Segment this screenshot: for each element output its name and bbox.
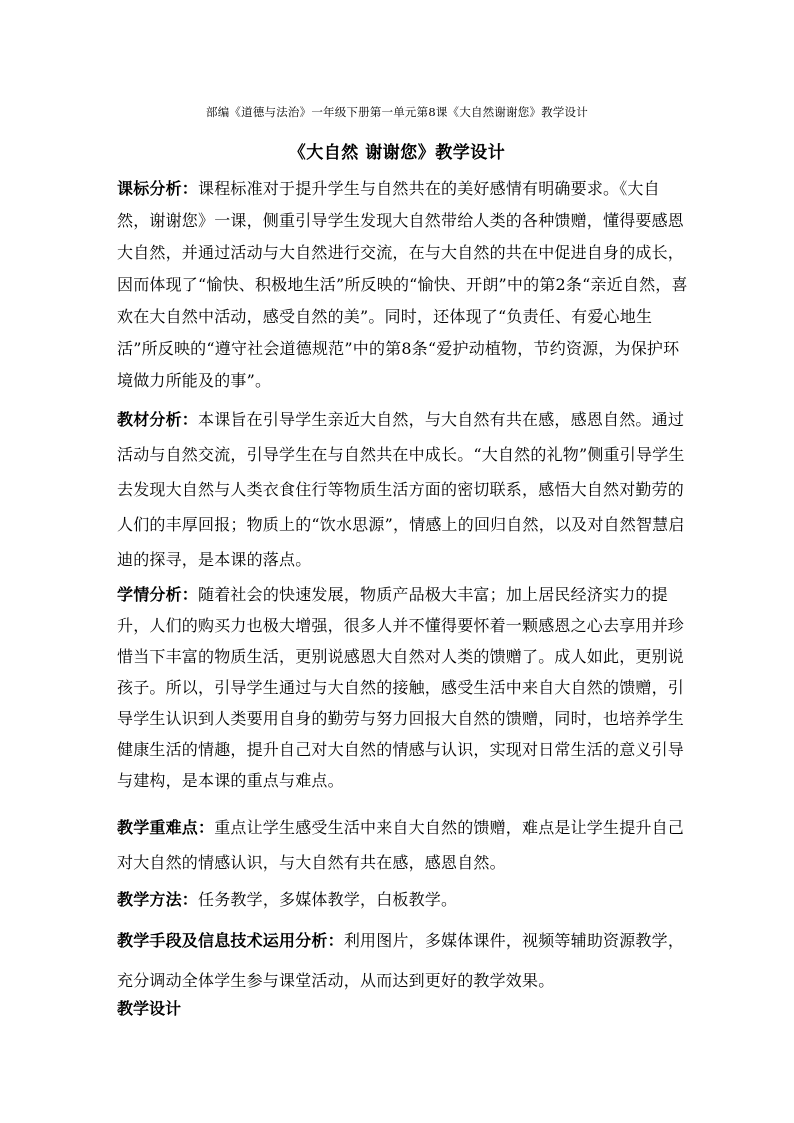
teaching-design-heading: 教学设计 [117,999,182,1018]
section-student-analysis [117,579,691,796]
section-text: 任务教学，多媒体教学，白板教学。 [198,890,458,909]
section-label: 课标分析： [117,179,199,198]
document-title: 《大自然 谢谢您》教学设计 [288,143,506,163]
document-header: 部编《道德与法治》一年级下册第一单元第8课《大自然谢谢您》教学设计 [206,105,588,119]
section-curriculum-analysis [117,173,691,397]
section-text: 课程标准对于提升学生与自然共在的美好感情有明确要求。《大自然，谢谢您》一课，侧重引导学生发现大自然带给人类的各种馈赠，懂得要感恩大自然，并通过活动与大自然进行交流，在与大自然的共在中促进自身的成长，因而体现了“愉快、积极地生活”所反映的“愉快、开朗”中的第2条“亲近自然，喜欢在大自然中活动，感受自然的美”。同时，还体现了“负责任、有爱心地生活”所反映的“遵守社会道德规范”中的第8条“爱护动植物，节约资源，为保护环境做力所能及的事”。 [117,179,688,390]
section-teaching-means [117,921,691,1001]
section-text: 随着社会的快速发展，物质产品极大丰富；加上居民经济实力的提升，人们的购买力也极大增强，很多人并不懂得要怀着一颗感恩之心去享用并珍惜当下丰富的物质生活，更别说感恩大自然对人类的馈赠了。成人如此，更别说孩子。所以，引导学生通过与大自然的接触，感受生活中来自大自然的馈赠，引导学生认识到人类要用自身的勤劳与努力回报大自然的馈赠，同时，也培养学生健康生活的情趣，提升自己对大自然的情感与认识，实现对日常生活的意义引导与建构，是本课的重点与难点。 [117,585,685,790]
section-text: 利用图片，多媒体课件，视频等辅助资源教学，充分调动全体学生参与课堂活动，从而达到更好的教学效果。 [117,931,685,990]
section-text: 本课旨在引导学生亲近大自然，与大自然有共在感，感恩自然。通过活动与自然交流，引导学生在与自然共在中成长。“大自然的礼物”侧重引导学生去发现大自然与人类衣食住行等物质生活方面的密切联系，感悟大自然对勤劳的人们的丰厚回报；物质上的“饮水思源”，情感上的回归自然，以及对自然智慧启迪的探寻，是本课的落点。 [117,410,685,569]
section-textbook-analysis [117,402,691,577]
section-label: 学情分析： [117,585,199,604]
section-label: 教学重难点： [117,818,215,837]
section-key-difficulties [117,810,691,880]
section-text: 重点让学生感受生活中来自大自然的馈赠，难点是让学生提升自己对大自然的情感认识，与大自然有共在感，感恩自然。 [117,818,685,872]
section-label: 教学手段及信息技术运用分析： [117,931,344,950]
section-label: 教材分析： [117,410,199,429]
section-teaching-methods [117,882,691,917]
section-label: 教学方法： [117,890,199,909]
